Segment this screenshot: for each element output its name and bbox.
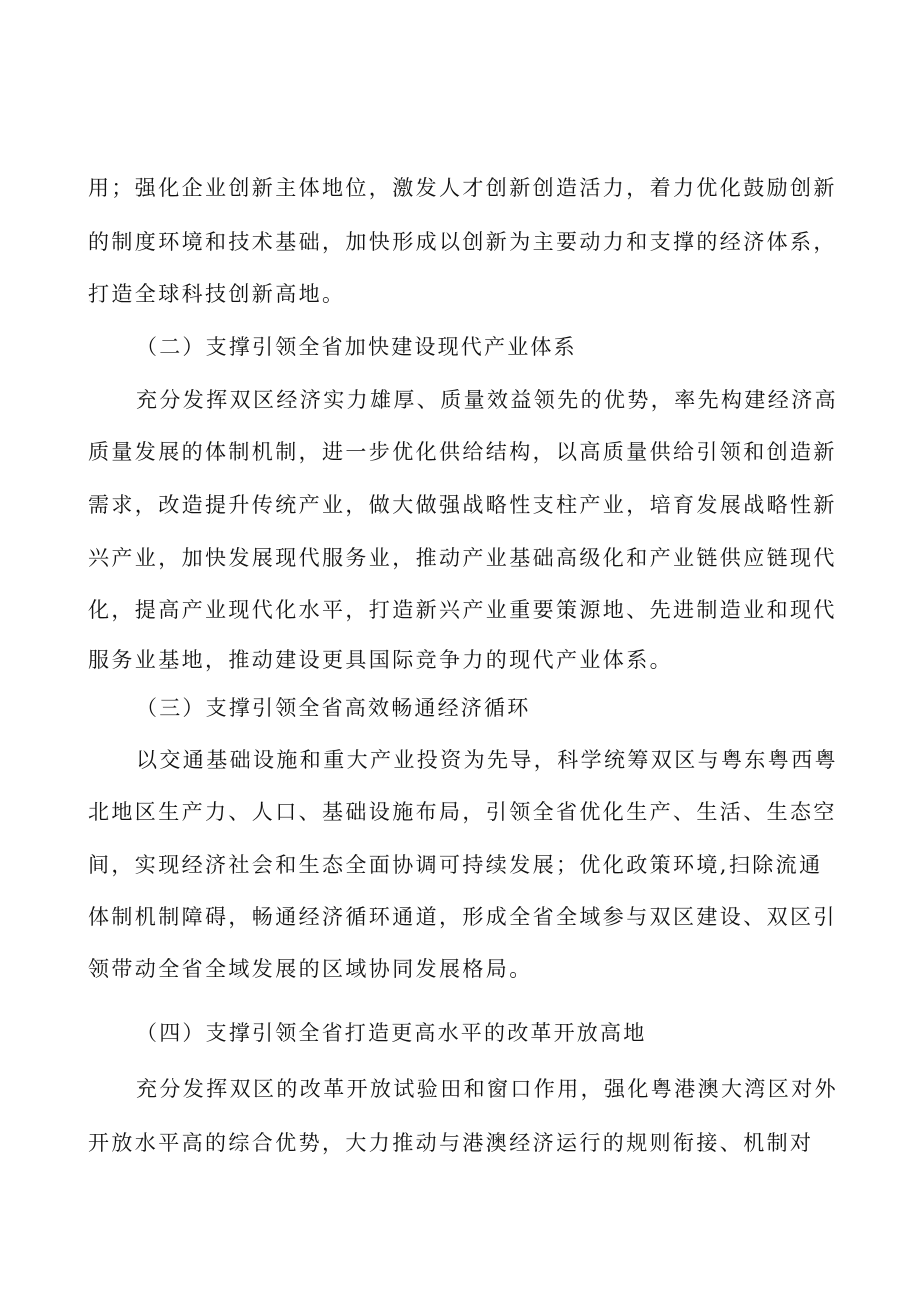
body-text-line: 服务业基地，推动建设更具国际竞争力的现代产业体系。 [88, 648, 673, 672]
body-text-line: 化，提高产业现代化水平，打造新兴产业重要策源地、先进制造业和现代 [88, 598, 837, 622]
body-text-line: 以交通基础设施和重大产业投资为先导，科学统筹双区与粤东粤西粤 [136, 748, 838, 772]
body-text-line: 兴产业，加快发展现代服务业，推动产业基础高级化和产业链供应链现代 [88, 546, 837, 570]
body-text-line: 的制度环境和技术基础，加快形成以创新为主要动力和支撑的经济体系， [88, 230, 837, 254]
body-text-line: 体制机制障碍，畅通经济循环通道，形成全省全域参与双区建设、双区引 [88, 905, 837, 929]
body-text-line: 领带动全省全域发展的区域协同发展格局。 [88, 957, 533, 981]
body-text-line: 需求，改造提升传统产业，做大做强战略性支柱产业，培育发展战略性新 [88, 493, 837, 517]
body-text-line: 间，实现经济社会和生态全面协调可持续发展；优化政策环境,扫除流通 [88, 853, 823, 877]
section-heading-3: （三）支撑引领全省高效畅通经济循环 [136, 696, 531, 720]
body-text-line: 质量发展的体制机制，进一步优化供给结构，以高质量供给引领和创造新 [88, 440, 837, 464]
section-heading-4: （四）支撑引领全省打造更高水平的改革开放高地 [136, 1021, 647, 1045]
body-text-line: 开放水平高的综合优势，大力推动与港澳经济运行的规则衔接、机制对 [88, 1131, 814, 1155]
body-text-line: 北地区生产力、人口、基础设施布局，引领全省优化生产、生活、生态空 [88, 800, 837, 824]
section-heading-2: （二）支撑引领全省加快建设现代产业体系 [136, 335, 577, 359]
body-text-line: 充分发挥双区的改革开放试验田和窗口作用，强化粤港澳大湾区对外 [136, 1077, 838, 1101]
body-text-line: 打造全球科技创新高地。 [88, 282, 346, 306]
body-text-line: 充分发挥双区经济实力雄厚、质量效益领先的优势，率先构建经济高 [136, 388, 838, 412]
body-text-line: 用；强化企业创新主体地位，激发人才创新创造活力，着力优化鼓励创新 [88, 176, 837, 200]
